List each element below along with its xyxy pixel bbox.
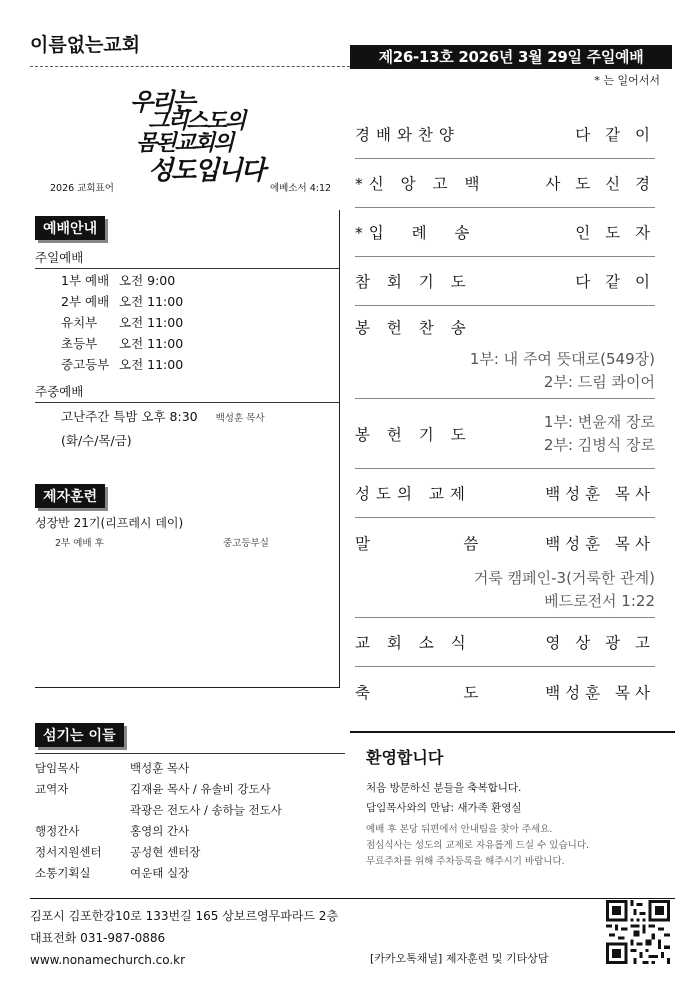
motto-year: 2026 교회표어 — [50, 183, 114, 194]
offering-prayer-sub-2: 2부: 김병식 장로 — [543, 435, 655, 454]
service-row — [35, 311, 340, 332]
welcome-line-2: 담임목사와의 만남: 새가족 환영실 — [366, 802, 522, 814]
weekday-service-leader: 백성훈 목사 — [215, 413, 265, 424]
service-time: 오전 11:00 — [119, 356, 184, 372]
church-name: 이름없는교회 — [30, 34, 141, 56]
order-row — [355, 469, 655, 518]
weekday-service-days: (화/수/목/금) — [61, 433, 132, 448]
sermon-title: 거룩 캠페인-3(거룩한 관계) — [473, 569, 655, 587]
weekday-service-name: 고난주간 특밤 — [61, 409, 138, 424]
offering-song-sub-2: 2부: 드림 콰이어 — [543, 373, 655, 391]
order-row — [355, 208, 655, 257]
servant-row — [35, 778, 345, 799]
servant-role: 담임목사 — [35, 760, 80, 775]
welcome-title: 환영합니다 — [366, 748, 444, 767]
order-row — [355, 518, 655, 567]
servant-row — [35, 862, 345, 883]
order-item: 교 회 소 식 — [355, 634, 472, 652]
offering-song-block — [355, 306, 655, 399]
order-leader: 영 상 광 고 — [545, 634, 655, 652]
order-item: *입 례 송 — [355, 224, 476, 242]
order-row — [355, 257, 655, 306]
servants-label: 섬기는 이들 — [35, 723, 124, 747]
welcome-section — [350, 731, 675, 870]
offering-prayer-leaders — [544, 411, 655, 457]
order-leader: 백성훈 목사 — [545, 534, 655, 553]
order-row — [355, 667, 655, 716]
service-name: 1부 예배 — [61, 272, 110, 288]
service-time: 오전 11:00 — [119, 314, 184, 330]
weekday-service — [35, 407, 340, 425]
motto-line-3: 몸된교회의 — [136, 130, 233, 156]
weekday-service-time: 오후 8:30 — [141, 409, 198, 424]
training-where: 중고등부실 — [223, 538, 269, 549]
header-divider — [30, 66, 350, 67]
order-row — [355, 159, 655, 208]
church-website[interactable]: www.nonamechurch.co.kr — [30, 953, 186, 967]
issue-banner: 제26-13호 2026년 3월 29일 주일예배 — [350, 45, 672, 69]
service-time: 오전 11:00 — [119, 335, 184, 351]
kakao-channel-note: [카카오톡채널] 제자훈련 및 기타상담 — [370, 952, 549, 965]
servant-names: 홍영의 간사 — [130, 823, 190, 838]
servant-row — [35, 841, 345, 862]
motto-line-4: 성도입니다 — [148, 156, 264, 186]
footer — [30, 905, 338, 971]
order-item: 말 씀 — [355, 534, 485, 553]
church-address: 김포시 김포한강10로 133번길 165 상보르영무파라드 2층 — [30, 909, 339, 923]
servant-row — [35, 799, 345, 820]
service-name: 2부 예배 — [61, 293, 110, 309]
motto-line-2: 그리스도의 — [148, 108, 245, 134]
service-guide-label: 예배안내 — [35, 216, 105, 240]
service-row — [35, 290, 340, 311]
offering-song-sub-1: 1부: 내 주여 뜻대로(549장) — [469, 350, 655, 368]
servant-role: 정서지원센터 — [35, 844, 102, 859]
servant-row — [35, 757, 345, 778]
service-name: 초등부 — [61, 335, 98, 351]
order-leader: 사 도 신 경 — [545, 175, 655, 193]
order-leader: 다 같 이 — [575, 126, 655, 144]
order-item: 참 회 기 도 — [355, 273, 472, 291]
church-phone: 대표전화 031-987-0886 — [30, 931, 166, 945]
servants-divider — [35, 753, 345, 754]
order-leader: 인 도 자 — [575, 224, 655, 242]
training-when: 2부 예배 후 — [55, 538, 104, 549]
servant-names: 여운태 실장 — [130, 865, 190, 880]
welcome-note-2: 점심식사는 성도의 교제로 자유롭게 드실 수 있습니다. — [366, 840, 590, 851]
motto-line-1: 우리는 — [130, 87, 194, 116]
motto-calligraphy — [110, 82, 280, 192]
servant-names: 백성훈 목사 — [130, 760, 190, 775]
sunday-service-head: 주일예배 — [35, 248, 340, 269]
qr-code-icon[interactable] — [606, 900, 670, 964]
training-details — [35, 535, 340, 549]
order-item: 봉 헌 찬 송 — [355, 319, 472, 337]
training-title: 성장반 21기(리프레시 데이) — [35, 516, 184, 530]
order-row — [355, 306, 655, 348]
welcome-note-1: 예배 후 본당 뒤편에서 안내팀을 찾아 주세요. — [366, 824, 553, 835]
service-row — [35, 353, 340, 374]
service-time: 오전 9:00 — [119, 272, 176, 288]
stand-note: * 는 일어서서 — [594, 74, 660, 87]
welcome-line-1: 처음 방문하신 분들을 축복합니다. — [366, 782, 522, 794]
footer-divider — [30, 898, 675, 899]
sunday-service-list — [35, 269, 340, 374]
servant-role: 교역자 — [35, 781, 69, 796]
servant-role: 행정간사 — [35, 823, 80, 838]
offering-prayer-row — [355, 399, 655, 469]
order-leader: 다 같 이 — [575, 273, 655, 291]
order-leader: 백성훈 목사 — [545, 683, 655, 702]
order-item: *신 앙 고 백 — [355, 175, 486, 193]
service-row — [35, 332, 340, 353]
sermon-block — [355, 518, 655, 618]
servant-role: 소통기획실 — [35, 865, 91, 880]
servant-row — [35, 820, 345, 841]
order-item: 축 도 — [355, 683, 485, 702]
service-guide — [35, 216, 340, 449]
servant-names: 김재윤 목사 / 유솔비 강도사 — [130, 781, 271, 796]
sermon-scripture: 베드로전서 1:22 — [544, 592, 655, 610]
order-item: 경배와찬양 — [355, 126, 460, 144]
service-name: 중고등부 — [61, 356, 110, 372]
order-row — [355, 618, 655, 667]
training-label: 제자훈련 — [35, 484, 105, 508]
order-item: 봉 헌 기 도 — [355, 425, 472, 444]
service-name: 유치부 — [61, 314, 98, 330]
weekday-service-head: 주중예배 — [35, 382, 340, 403]
discipleship-training — [35, 484, 340, 549]
servant-names: 공성현 센터장 — [130, 844, 201, 859]
motto-reference: 에베소서 4:12 — [270, 183, 332, 194]
servant-names: 곽광은 전도사 / 송하늘 전도사 — [130, 802, 282, 817]
offering-prayer-sub-1: 1부: 변윤재 장로 — [543, 412, 655, 431]
welcome-note-3: 무료주차를 위해 주차등록을 해주시기 바랍니다. — [366, 856, 565, 867]
order-of-worship — [355, 110, 655, 716]
order-leader: 백성훈 목사 — [545, 485, 655, 503]
order-item: 성도의 교제 — [355, 485, 471, 503]
service-time: 오전 11:00 — [119, 293, 184, 309]
servants-section — [35, 723, 345, 883]
service-row — [35, 269, 340, 290]
order-row — [355, 110, 655, 159]
